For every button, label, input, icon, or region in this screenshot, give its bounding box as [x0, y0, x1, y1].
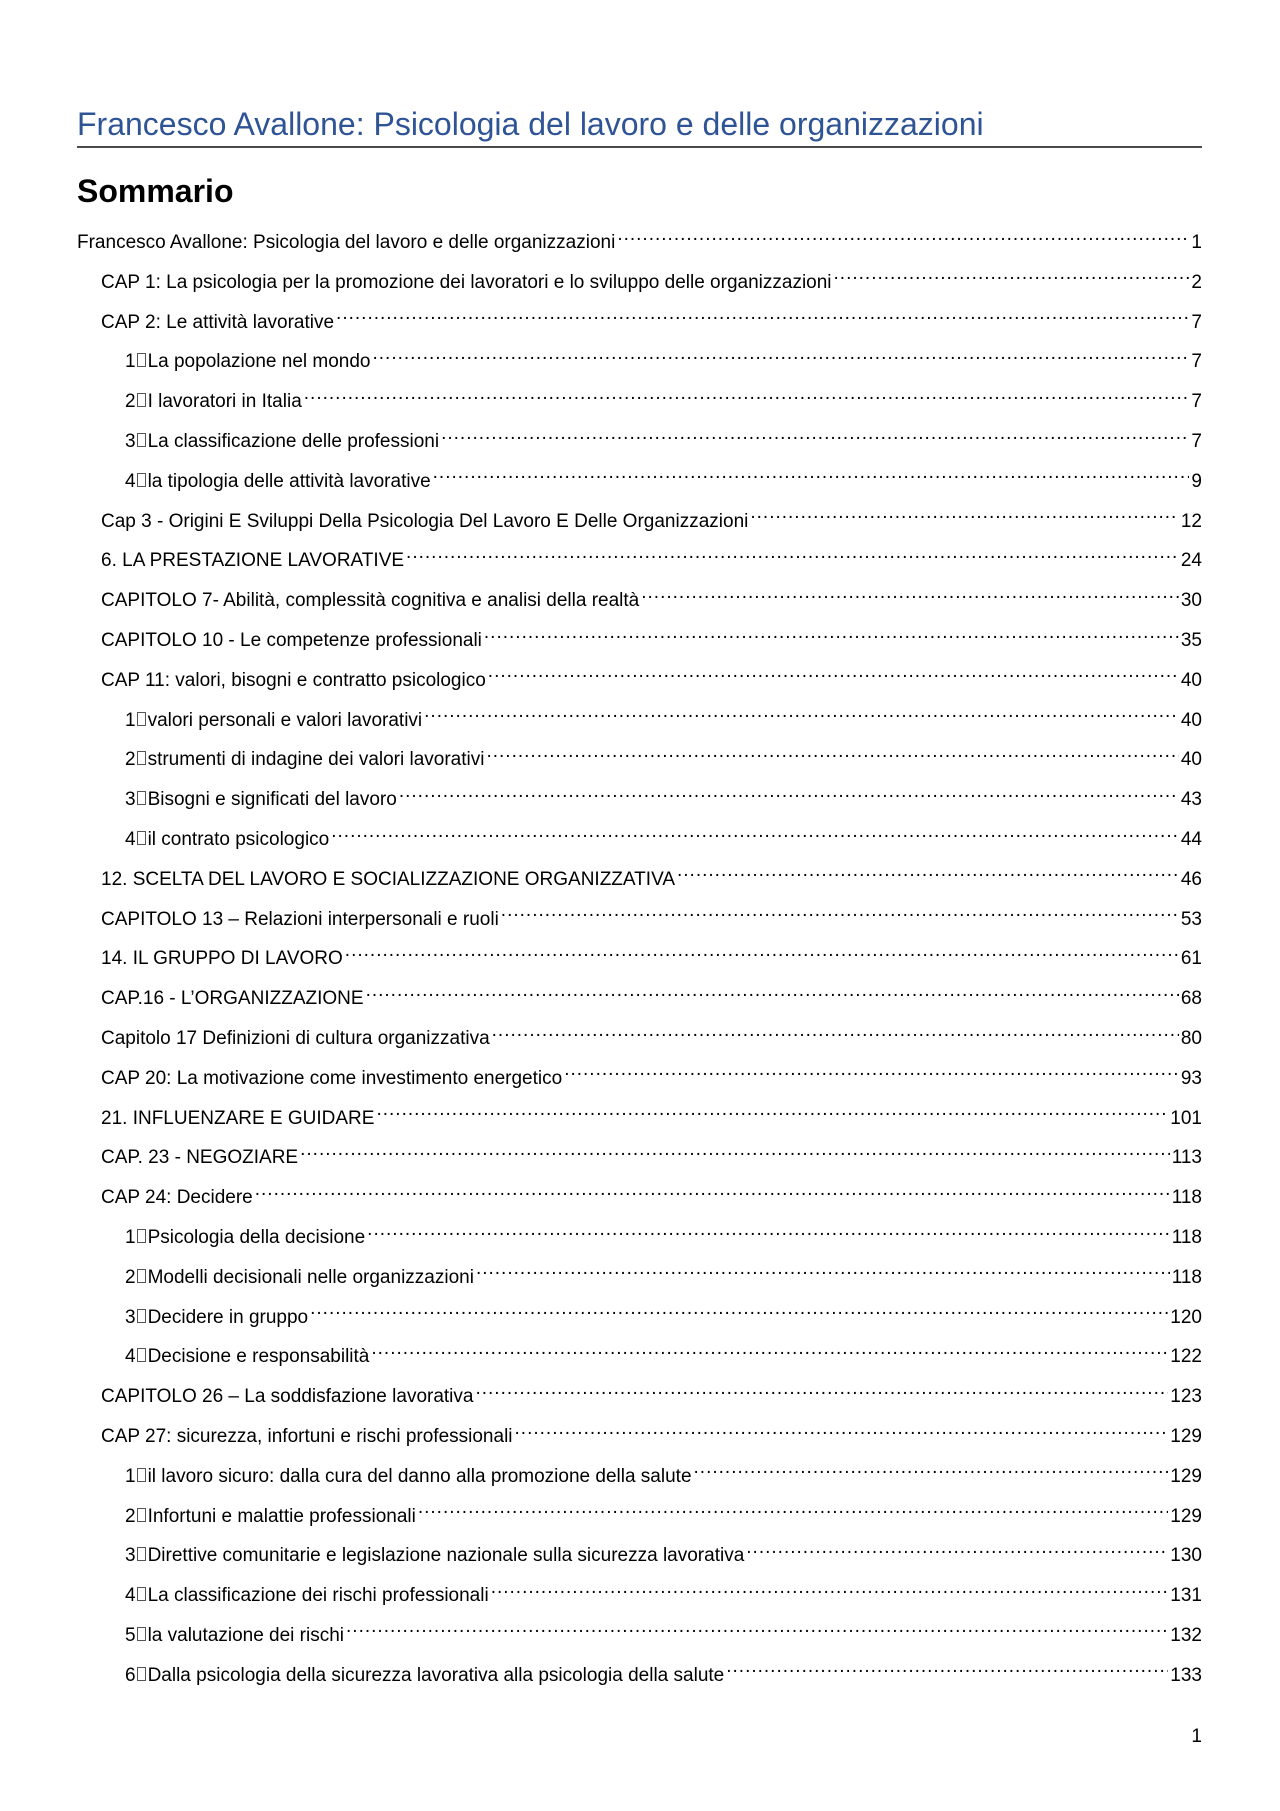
- toc-entry-number: 2: [125, 1266, 136, 1288]
- toc-entry-page: 129: [1170, 1465, 1202, 1487]
- toc-dot-leader: [367, 1228, 1170, 1247]
- toc-dot-leader: [515, 1427, 1169, 1446]
- missing-glyph-icon: [137, 353, 146, 367]
- toc-entry-number: 4: [125, 1346, 136, 1368]
- toc-entry-page: 101: [1170, 1107, 1202, 1129]
- toc-entry-label: Decisione e responsabilità: [147, 1346, 370, 1368]
- toc-entry-label: CAPITOLO 13 – Relazioni interpersonali e ruoli: [101, 908, 499, 930]
- toc-entry-label: CAP. 23 - NEGOZIARE: [101, 1147, 299, 1169]
- document-title: Francesco Avallone: Psicologia del lavoro e delle organizzazioni: [77, 104, 1202, 148]
- toc-entry-page: 118: [1171, 1266, 1202, 1288]
- missing-glyph-icon: [137, 1269, 146, 1283]
- toc-dot-leader: [424, 711, 1179, 730]
- toc-entry-number: 2: [125, 749, 136, 771]
- toc-entry-number: 4: [125, 470, 136, 492]
- toc-entry-label: CAP 11: valori, bisogni e contratto psicologico: [101, 669, 486, 691]
- toc-entry-number: 5: [125, 1624, 136, 1646]
- toc-entry-page: 40: [1180, 669, 1202, 691]
- toc-entry-page: 46: [1180, 868, 1202, 890]
- toc-entry[interactable]: [77, 1656, 1202, 1696]
- missing-glyph-icon: [137, 1229, 146, 1243]
- toc-entry-page: 93: [1180, 1067, 1202, 1089]
- toc-entry-page: 1: [1191, 232, 1202, 253]
- toc-entry-number: 3: [125, 1545, 136, 1567]
- page-number: 1: [1191, 1726, 1202, 1747]
- toc-entry[interactable]: [77, 1337, 1202, 1377]
- toc-entry-label: La classificazione delle professioni: [147, 430, 440, 452]
- toc-entry-label: la valutazione dei rischi: [147, 1624, 345, 1646]
- toc-entry[interactable]: [77, 860, 1202, 900]
- toc-entry-label: CAPITOLO 7- Abilità, complessità cognitiva e analisi della realtà: [101, 590, 640, 612]
- toc-entry[interactable]: [77, 661, 1202, 701]
- toc-entry-number: 4: [125, 828, 136, 850]
- toc-entry-label: 14. IL GRUPPO DI LAVORO: [101, 948, 343, 970]
- toc-entry[interactable]: [77, 303, 1202, 343]
- toc-entry-page: 123: [1170, 1386, 1202, 1408]
- toc-entry-number: 1: [125, 1226, 136, 1248]
- toc-entry-page: 7: [1191, 351, 1202, 373]
- toc-entry-number: 1: [125, 709, 136, 731]
- toc-entry-page: 2: [1191, 271, 1202, 293]
- toc-dot-leader: [746, 1547, 1168, 1566]
- toc-entry[interactable]: [77, 939, 1202, 979]
- toc-entry-page: 68: [1180, 988, 1202, 1010]
- toc-entry-label: I lavoratori in Italia: [147, 391, 302, 413]
- toc-entry-label: valori personali e valori lavorativi: [147, 709, 423, 731]
- toc-dot-leader: [834, 273, 1190, 292]
- toc-entry-page: 61: [1180, 948, 1202, 970]
- toc-entry-number: 3: [125, 430, 136, 452]
- toc-entry[interactable]: [77, 780, 1202, 820]
- toc-entry[interactable]: [77, 541, 1202, 581]
- toc-entry[interactable]: [77, 900, 1202, 940]
- toc-dot-leader: [371, 1348, 1168, 1367]
- toc-entry-label: la tipologia delle attività lavorative: [147, 470, 431, 492]
- missing-glyph-icon: [137, 1468, 146, 1482]
- toc-entry-page: 80: [1180, 1027, 1202, 1049]
- toc-entry[interactable]: [77, 1019, 1202, 1059]
- toc-entry-page: 118: [1171, 1187, 1202, 1209]
- toc-dot-leader: [366, 990, 1179, 1009]
- toc-entry-number: 6: [125, 1664, 136, 1686]
- toc-entry-page: 44: [1180, 828, 1202, 850]
- toc-entry-page: 43: [1180, 789, 1202, 811]
- toc-entry-page: 7: [1191, 391, 1202, 413]
- toc-entry-label: CAPITOLO 10 - Le competenze professionali: [101, 629, 482, 651]
- toc-dot-leader: [399, 791, 1179, 810]
- toc-entry-page: 118: [1171, 1226, 1202, 1248]
- toc-entry[interactable]: [77, 1178, 1202, 1218]
- toc-entry-label: Modelli decisionali nelle organizzazioni: [147, 1266, 474, 1288]
- toc-entry-number: 2: [125, 1505, 136, 1527]
- toc-entry[interactable]: [77, 1497, 1202, 1537]
- missing-glyph-icon: [137, 1667, 146, 1681]
- toc-entry[interactable]: [77, 1218, 1202, 1258]
- toc-entry-page: 131: [1170, 1585, 1202, 1607]
- toc-entry-label: CAPITOLO 26 – La soddisfazione lavorativa: [101, 1386, 474, 1408]
- toc-dot-leader: [694, 1467, 1169, 1486]
- toc-entry-number: 4: [125, 1585, 136, 1607]
- toc-dot-leader: [310, 1308, 1168, 1327]
- toc-entry-label: Direttive comunitarie e legislazione nazionale sulla sicurezza lavorativa: [147, 1545, 745, 1567]
- toc-entry[interactable]: [77, 1258, 1202, 1298]
- toc-dot-leader: [486, 751, 1178, 770]
- toc-entry[interactable]: [77, 979, 1202, 1019]
- toc-entry-page: 113: [1171, 1147, 1202, 1169]
- toc-entry[interactable]: [77, 701, 1202, 741]
- toc-entry[interactable]: [77, 621, 1202, 661]
- toc-dot-leader: [492, 1029, 1179, 1048]
- missing-glyph-icon: [137, 831, 146, 845]
- missing-glyph-icon: [137, 1508, 146, 1522]
- toc-entry-page: 129: [1170, 1425, 1202, 1447]
- missing-glyph-icon: [137, 1587, 146, 1601]
- toc-entry[interactable]: [77, 342, 1202, 382]
- toc-dot-leader: [726, 1666, 1168, 1685]
- toc-entry-label: strumenti di indagine dei valori lavorativi: [147, 749, 485, 771]
- toc-entry-number: 3: [125, 1306, 136, 1328]
- missing-glyph-icon: [137, 751, 146, 765]
- toc-dot-leader: [331, 830, 1179, 849]
- toc-entry-label: Cap 3 - Origini E Sviluppi Della Psicologia Del Lavoro E Delle Organizzazioni: [101, 510, 749, 532]
- toc-entry[interactable]: [77, 1298, 1202, 1338]
- toc-entry[interactable]: [77, 1099, 1202, 1139]
- toc-entry-page: 132: [1170, 1624, 1202, 1646]
- toc-entry-page: 7: [1191, 311, 1202, 333]
- toc-entry-page: 30: [1180, 590, 1202, 612]
- toc-entry-label: Infortuni e malattie professionali: [147, 1505, 416, 1527]
- toc-dot-leader: [376, 1109, 1168, 1128]
- missing-glyph-icon: [137, 393, 146, 407]
- toc-dot-leader: [372, 353, 1189, 372]
- toc-entry[interactable]: [77, 1457, 1202, 1497]
- missing-glyph-icon: [137, 1309, 146, 1323]
- toc-entry-label: Decidere in gruppo: [147, 1306, 309, 1328]
- toc-entry-label: CAP 24: Decidere: [101, 1187, 253, 1209]
- toc-entry-label: Capitolo 17 Definizioni di cultura organizzativa: [101, 1027, 490, 1049]
- toc-entry-page: 7: [1191, 430, 1202, 452]
- toc-entry-label: La popolazione nel mondo: [147, 351, 371, 373]
- missing-glyph-icon: [137, 1348, 146, 1362]
- toc-entry-page: 133: [1170, 1664, 1202, 1686]
- toc-dot-leader: [255, 1189, 1170, 1208]
- toc-entry[interactable]: [77, 462, 1202, 502]
- toc-entry-page: 53: [1180, 908, 1202, 930]
- toc-entry-page: 40: [1180, 749, 1202, 771]
- toc-dot-leader: [418, 1507, 1168, 1526]
- toc-dot-leader: [491, 1586, 1169, 1605]
- toc-entry-page: 9: [1191, 470, 1202, 492]
- missing-glyph-icon: [137, 1547, 146, 1561]
- toc-entry-page: 35: [1180, 629, 1202, 651]
- toc-dot-leader: [441, 432, 1189, 451]
- missing-glyph-icon: [137, 712, 146, 726]
- toc-entry-page: 129: [1170, 1505, 1202, 1527]
- toc-dot-leader: [406, 552, 1179, 571]
- missing-glyph-icon: [137, 473, 146, 487]
- toc-entry-label: CAP 20: La motivazione come investimento energetico: [101, 1067, 563, 1089]
- table-of-contents: [77, 223, 1202, 1695]
- toc-entry-label: CAP.16 - L’ORGANIZZAZIONE: [101, 988, 364, 1010]
- toc-entry[interactable]: [77, 1059, 1202, 1099]
- toc-entry[interactable]: [77, 1377, 1202, 1417]
- toc-entry-label: Francesco Avallone: Psicologia del lavoro e delle organizzazioni: [77, 232, 616, 253]
- toc-dot-leader: [304, 393, 1190, 412]
- toc-dot-leader: [346, 1626, 1168, 1645]
- toc-entry[interactable]: [77, 223, 1202, 263]
- toc-entry[interactable]: [77, 1138, 1202, 1178]
- missing-glyph-icon: [137, 1627, 146, 1641]
- missing-glyph-icon: [137, 433, 146, 447]
- toc-dot-leader: [677, 870, 1179, 889]
- missing-glyph-icon: [137, 791, 146, 805]
- toc-dot-leader: [476, 1268, 1170, 1287]
- toc-dot-leader: [641, 592, 1179, 611]
- toc-dot-leader: [475, 1388, 1168, 1407]
- toc-entry-number: 3: [125, 789, 136, 811]
- toc-entry-label: 6. LA PRESTAZIONE LAVORATIVE: [101, 550, 405, 572]
- toc-entry[interactable]: [77, 1576, 1202, 1616]
- toc-dot-leader: [336, 313, 1189, 332]
- toc-dot-leader: [345, 950, 1179, 969]
- toc-dot-leader: [617, 233, 1189, 252]
- toc-dot-leader: [484, 631, 1179, 650]
- toc-entry-label: Bisogni e significati del lavoro: [147, 789, 397, 811]
- toc-entry-label: La classificazione dei rischi professionali: [147, 1585, 489, 1607]
- toc-entry-label: 12. SCELTA DEL LAVORO E SOCIALIZZAZIONE ORGANIZZATIVA: [101, 868, 675, 890]
- toc-entry-label: Psicologia della decisione: [147, 1226, 366, 1248]
- toc-entry-page: 12: [1180, 510, 1202, 532]
- toc-entry[interactable]: [77, 581, 1202, 621]
- toc-entry[interactable]: [77, 740, 1202, 780]
- toc-entry[interactable]: [77, 820, 1202, 860]
- toc-entry-page: 122: [1170, 1346, 1202, 1368]
- toc-entry[interactable]: [77, 382, 1202, 422]
- toc-entry-page: 24: [1180, 550, 1202, 572]
- toc-entry[interactable]: [77, 263, 1202, 303]
- toc-dot-leader: [501, 910, 1179, 929]
- toc-dot-leader: [300, 1149, 1170, 1168]
- toc-dot-leader: [488, 671, 1179, 690]
- toc-entry[interactable]: [77, 422, 1202, 462]
- toc-entry[interactable]: [77, 502, 1202, 542]
- toc-dot-leader: [433, 472, 1190, 491]
- toc-entry-label: CAP 2: Le attività lavorative: [101, 311, 335, 333]
- toc-entry-label: il contrato psicologico: [147, 828, 330, 850]
- toc-entry-page: 40: [1180, 709, 1202, 731]
- toc-entry-label: CAP 27: sicurezza, infortuni e rischi professionali: [101, 1425, 513, 1447]
- toc-entry-number: 1: [125, 351, 136, 373]
- toc-entry[interactable]: [77, 1536, 1202, 1576]
- toc-dot-leader: [564, 1069, 1179, 1088]
- toc-entry-number: 1: [125, 1465, 136, 1487]
- toc-entry-label: il lavoro sicuro: dalla cura del danno alla promozione della salute: [147, 1465, 692, 1487]
- toc-entry-page: 120: [1170, 1306, 1202, 1328]
- toc-entry-number: 2: [125, 391, 136, 413]
- toc-entry-label: Dalla psicologia della sicurezza lavorativa alla psicologia della salute: [147, 1664, 725, 1686]
- toc-entry-label: CAP 1: La psicologia per la promozione dei lavoratori e lo sviluppo delle organizzazioni: [101, 271, 832, 293]
- toc-heading: Sommario: [77, 173, 234, 209]
- toc-dot-leader: [750, 512, 1179, 531]
- toc-entry[interactable]: [77, 1417, 1202, 1457]
- toc-entry-label: 21. INFLUENZARE E GUIDARE: [101, 1107, 375, 1129]
- toc-entry-page: 130: [1170, 1545, 1202, 1567]
- toc-entry[interactable]: [77, 1616, 1202, 1656]
